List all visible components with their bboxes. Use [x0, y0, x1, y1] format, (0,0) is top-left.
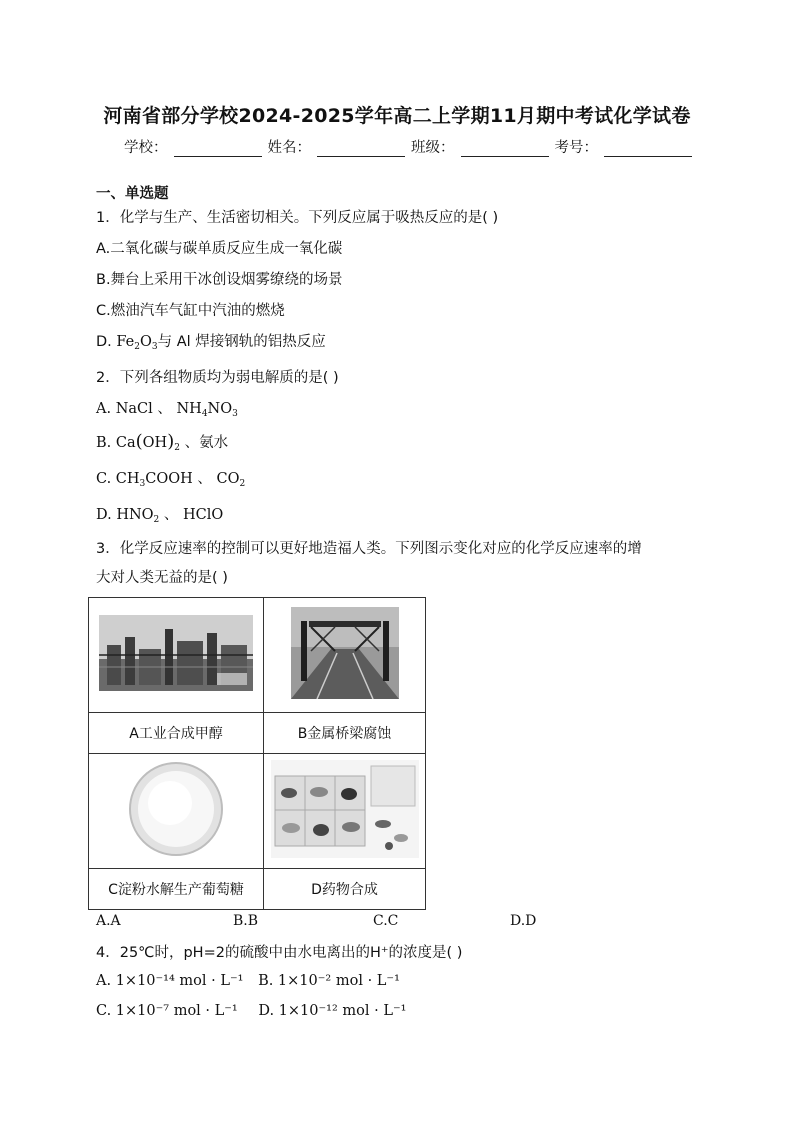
q3-stem-line2: 大对人类无益的是( ) — [96, 570, 228, 586]
q4-option-b: B. 1×10⁻² mol · L⁻¹ — [258, 973, 400, 989]
powder-dish-image — [126, 759, 226, 859]
q3-cell-d-image — [264, 754, 426, 869]
q3-option-d: D.D — [510, 913, 537, 929]
q3-cell-c-image — [89, 754, 264, 869]
pills-image — [271, 760, 419, 858]
name-blank[interactable] — [317, 140, 405, 157]
q3-cell-a-image — [89, 598, 264, 713]
q3-option-a: A.A — [96, 913, 121, 929]
q4-option-d: D. 1×10⁻¹² mol · L⁻¹ — [258, 1003, 407, 1019]
class-label: 班级： — [411, 140, 455, 156]
q2-stem: 2．下列各组物质均为弱电解质的是( ) — [96, 370, 339, 386]
fe2o3-formula: $Fe_2O_3$ — [116, 334, 158, 352]
factory-image — [99, 615, 253, 691]
q1-option-b: B.舞台上采用干冰创设烟雾缭绕的场景 — [96, 272, 343, 288]
q2-option-c: C. $CH_3COOH$ 、 $CO_2$ — [96, 471, 246, 489]
q2-option-d: D. $HNO_2$ 、 HClO — [96, 507, 224, 525]
q4-row-1 — [96, 973, 400, 989]
class-blank[interactable] — [461, 140, 549, 157]
q3-caption-b: B金属桥梁腐蚀 — [264, 713, 426, 754]
q4-stem: 4．25℃时，pH=2的硫酸中由水电离出的H⁺的浓度是( ) — [96, 945, 463, 961]
exam-number-label: 考号： — [554, 140, 598, 156]
school-blank[interactable] — [174, 140, 262, 157]
q3-caption-a: A工业合成甲醇 — [89, 713, 264, 754]
q3-caption-c: C淀粉水解生产葡萄糖 — [89, 869, 264, 910]
exam-number-blank[interactable] — [604, 140, 692, 157]
q2-option-a: A. NaCl 、 $NH_4NO_3$ — [96, 401, 238, 419]
q4-option-a: A. 1×10⁻¹⁴ mol · L⁻¹ — [96, 973, 244, 989]
q3-cell-b-image — [264, 598, 426, 713]
q4-option-c: C. 1×10⁻⁷ mol · L⁻¹ — [96, 1003, 238, 1019]
q1-stem: 1．化学与生产、生活密切相关。下列反应属于吸热反应的是( ) — [96, 210, 499, 226]
q4-row-2 — [96, 1003, 406, 1019]
bridge-image — [291, 607, 399, 699]
q3-option-c: C.C — [373, 913, 399, 929]
q1-option-c: C.燃油汽车气缸中汽油的燃烧 — [96, 303, 285, 319]
q1-option-d: D. $Fe_2O_3$与 Al 焊接钢轨的铝热反应 — [96, 334, 326, 352]
q3-image-table — [88, 597, 426, 910]
q3-stem-line1: 3．化学反应速率的控制可以更好地造福人类。下列图示变化对应的化学反应速率的增 — [96, 541, 642, 557]
q2-option-b: B. $Ca(OH)_2$ 、氨水 — [96, 431, 229, 453]
section-heading: 一、单选题 — [96, 186, 169, 202]
q1-option-a: A.二氧化碳与碳单质反应生成一氧化碳 — [96, 241, 343, 257]
student-info-row — [124, 136, 698, 157]
name-label: 姓名： — [267, 140, 311, 156]
page-title: 河南省部分学校2024-2025学年高二上学期11月期中考试化学试卷 — [103, 105, 691, 127]
q3-caption-d: D药物合成 — [264, 869, 426, 910]
q3-option-b: B.B — [233, 913, 259, 929]
school-label: 学校： — [124, 140, 168, 156]
